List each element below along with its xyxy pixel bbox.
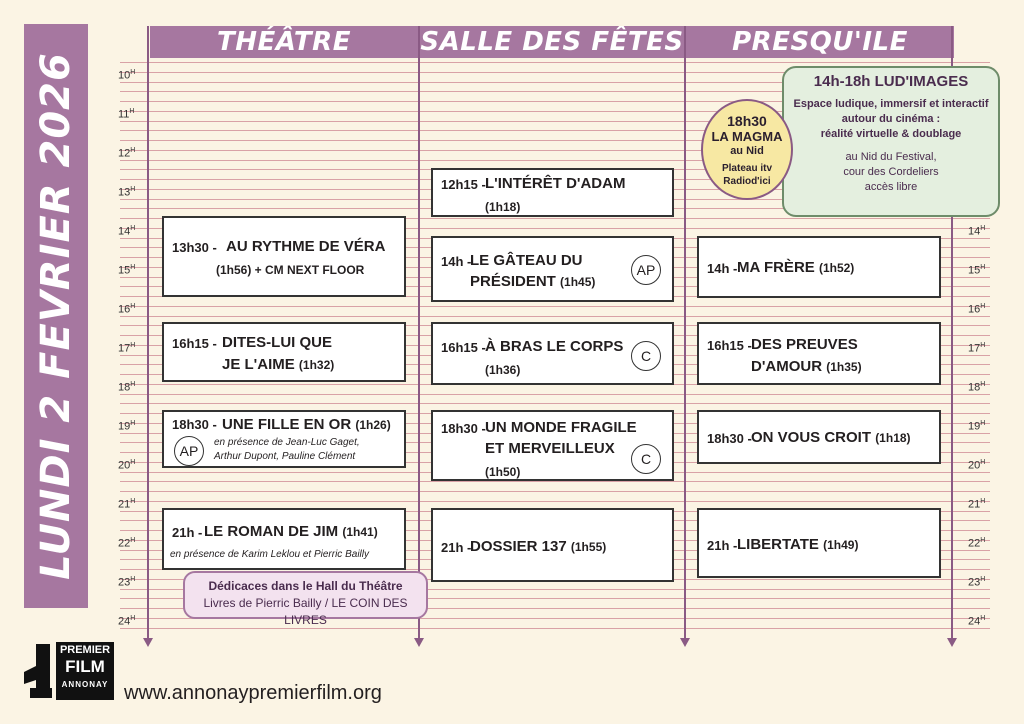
hour-label-left: $16^H$	[118, 303, 136, 316]
magma-title: LA MAGMA	[711, 129, 783, 144]
event-title: ET MERVEILLEUX	[485, 440, 615, 457]
hour-label-right: $18^H$	[968, 381, 986, 394]
badge-competition: C	[631, 341, 661, 371]
grid-line	[120, 394, 990, 395]
event-duration: (1h49)	[823, 538, 859, 552]
grid-line	[120, 501, 990, 502]
venue-header-salle-des-fetes	[420, 26, 684, 58]
event-dites-lui-que-je-laime[interactable]	[162, 322, 406, 382]
event-note: Arthur Dupont, Pauline Clément	[214, 451, 356, 462]
event-duration: (1h56) + CM NEXT FLOOR	[216, 263, 365, 277]
ludimages-description: autour du cinéma :	[841, 113, 941, 125]
grid-line	[120, 481, 990, 482]
event-title: JE L'AIME	[222, 356, 295, 373]
event-title: L'INTÉRÊT D'ADAM	[485, 175, 626, 192]
venue-label: SALLE DES FÊTES	[420, 27, 684, 57]
hour-label-left: $15^H$	[118, 264, 136, 277]
badge-competition: C	[631, 444, 661, 474]
event-duration: (1h18)	[485, 200, 521, 214]
event-un-monde-fragile[interactable]	[431, 410, 674, 481]
premier-film-logo	[22, 640, 116, 702]
dedicaces-box	[183, 571, 428, 627]
venue-header-presquile	[686, 26, 954, 58]
event-time: 14h -	[707, 261, 738, 276]
hour-label-left: $13^H$	[118, 186, 136, 199]
grid-line	[120, 491, 990, 492]
day-banner	[24, 24, 88, 608]
ludimages-box	[782, 66, 1000, 217]
event-time: 18h30 -	[441, 421, 486, 436]
column-line	[684, 26, 686, 638]
ludimages-location: au Nid du Festival,	[845, 151, 937, 163]
event-dossier-137[interactable]	[431, 508, 674, 582]
grid-line	[120, 316, 990, 317]
arrow-down-icon	[414, 638, 424, 647]
hour-label-right: $19^H$	[968, 420, 986, 433]
event-title: À BRAS LE CORPS	[485, 338, 624, 355]
hour-label-right: $22^H$	[968, 537, 986, 550]
event-title: UN MONDE FRAGILE	[485, 419, 637, 436]
dedicaces-title: Dédicaces dans le Hall du Théâtre	[208, 579, 403, 593]
event-duration: (1h55)	[570, 540, 607, 554]
ludimages-description: Espace ludique, immersif et interactif	[793, 98, 989, 110]
grid-line	[120, 403, 990, 404]
badge-avant-premiere: AP	[174, 436, 204, 466]
event-libertate[interactable]	[697, 508, 941, 578]
event-title: DITES-LUI QUE	[222, 334, 333, 351]
event-title: MA FRÈRE	[737, 259, 815, 276]
hour-label-left: $20^H$	[118, 459, 136, 472]
event-ma-frere[interactable]	[697, 236, 941, 298]
event-duration: (1h32)	[298, 358, 335, 372]
event-a-bras-le-corps[interactable]	[431, 322, 674, 385]
arrow-down-icon	[143, 638, 153, 647]
event-time: 14h -	[441, 254, 472, 269]
event-time: 21h -	[707, 538, 738, 553]
event-time: 18h30 -	[172, 417, 217, 432]
magma-location: au Nid	[730, 145, 764, 157]
hour-label-left: $22^H$	[118, 537, 136, 550]
event-title: D'AMOUR	[751, 358, 823, 375]
hour-label-left: $21^H$	[118, 498, 136, 511]
event-linteret-dadam[interactable]	[431, 168, 674, 217]
hour-label-left: $19^H$	[118, 420, 136, 433]
hour-label-left: $12^H$	[118, 147, 136, 160]
arrow-down-icon	[947, 638, 957, 647]
event-title: UNE FILLE EN OR	[222, 416, 352, 433]
event-time: 21h -	[441, 540, 472, 555]
ludimages-location: cour des Cordeliers	[843, 166, 939, 178]
hour-label-right: $23^H$	[968, 576, 986, 589]
magma-detail: Plateau itv	[721, 163, 773, 174]
event-le-gateau-du-president[interactable]	[431, 236, 674, 302]
grid-line	[120, 62, 990, 63]
venue-header-theatre	[150, 26, 418, 58]
magma-detail: Radiod'ici	[723, 176, 771, 187]
hour-label-right: $17^H$	[968, 342, 986, 355]
event-duration: (1h52)	[818, 261, 855, 275]
la-magma-badge	[701, 99, 793, 200]
event-duration: (1h26)	[355, 418, 391, 432]
ludimages-access: accès libre	[864, 181, 918, 193]
hour-label-left: $17^H$	[118, 342, 136, 355]
event-duration: (1h36)	[485, 363, 521, 377]
magma-time: 18h30	[727, 113, 767, 129]
grid-line	[120, 306, 990, 307]
ludimages-description: réalité virtuelle & doublage	[820, 128, 962, 140]
logo-text: ANNONAY	[61, 680, 109, 689]
logo-text: PREMIER	[59, 644, 111, 656]
hour-label-right: $16^H$	[968, 303, 986, 316]
event-le-roman-de-jim[interactable]	[162, 508, 406, 570]
hour-label-left: $23^H$	[118, 576, 136, 589]
event-duration: (1h35)	[826, 360, 862, 374]
event-time: 13h30 -	[172, 240, 217, 255]
event-duration: (1h50)	[485, 465, 521, 479]
event-time: 18h30 -	[707, 431, 752, 446]
event-au-rythme-de-vera[interactable]	[162, 216, 406, 297]
event-time: 16h15 -	[707, 338, 752, 353]
event-title: LIBERTATE	[737, 536, 819, 553]
arrow-down-icon	[680, 638, 690, 647]
dedicaces-detail: Livres de Pierric Bailly / LE COIN DES LIVRES	[203, 596, 408, 627]
event-note: en présence de Jean-Luc Gaget,	[214, 437, 360, 448]
event-title: DOSSIER 137	[470, 538, 567, 555]
badge-avant-premiere: AP	[631, 255, 661, 285]
column-line	[418, 26, 420, 638]
day-label: LUNDI 2 FEVRIER 2026	[33, 52, 79, 580]
event-title: ON VOUS CROIT	[751, 429, 872, 446]
event-des-preuves-damour[interactable]	[697, 322, 941, 385]
hour-label-right: $15^H$	[968, 264, 986, 277]
hour-label-right: $24^H$	[968, 615, 986, 628]
ludimages-title: 14h-18h LUD'IMAGES	[813, 73, 969, 90]
venue-label: THÉÂTRE	[217, 27, 351, 57]
event-duration: (1h41)	[342, 525, 378, 539]
event-note: en présence de Karim Leklou et Pierric Bailly	[170, 549, 369, 560]
column-line	[147, 26, 149, 638]
hour-label-left: $14^H$	[118, 225, 136, 238]
hour-label-left: $24^H$	[118, 615, 136, 628]
event-une-fille-en-or[interactable]	[162, 410, 406, 468]
event-title: LE GÂTEAU DU	[470, 252, 583, 269]
hour-label-left: $18^H$	[118, 381, 136, 394]
hour-label-left: $11^H$	[118, 108, 135, 121]
hour-label-right: $14^H$	[968, 225, 986, 238]
event-duration: (1h18)	[875, 431, 911, 445]
event-on-vous-croit[interactable]	[697, 410, 941, 464]
hour-label-right: $20^H$	[968, 459, 986, 472]
event-time: 21h -	[172, 525, 203, 540]
hour-label-right: $21^H$	[968, 498, 986, 511]
event-title: DES PREUVES	[751, 336, 858, 353]
hour-label-left: $10^H$	[118, 69, 136, 82]
event-title: AU RYTHME DE VÉRA	[226, 238, 386, 255]
event-title: PRÉSIDENT	[470, 273, 556, 290]
website-link[interactable]: www.annonaypremierfilm.org	[124, 682, 382, 704]
logo-text: FILM	[65, 657, 105, 676]
event-time: 12h15 -	[441, 177, 486, 192]
venue-label: PRESQU'ILE	[732, 27, 908, 57]
event-time: 16h15 -	[441, 340, 486, 355]
event-title: LE ROMAN DE JIM	[204, 523, 339, 540]
event-duration: (1h45)	[560, 275, 596, 289]
event-time: 16h15 -	[172, 336, 217, 351]
